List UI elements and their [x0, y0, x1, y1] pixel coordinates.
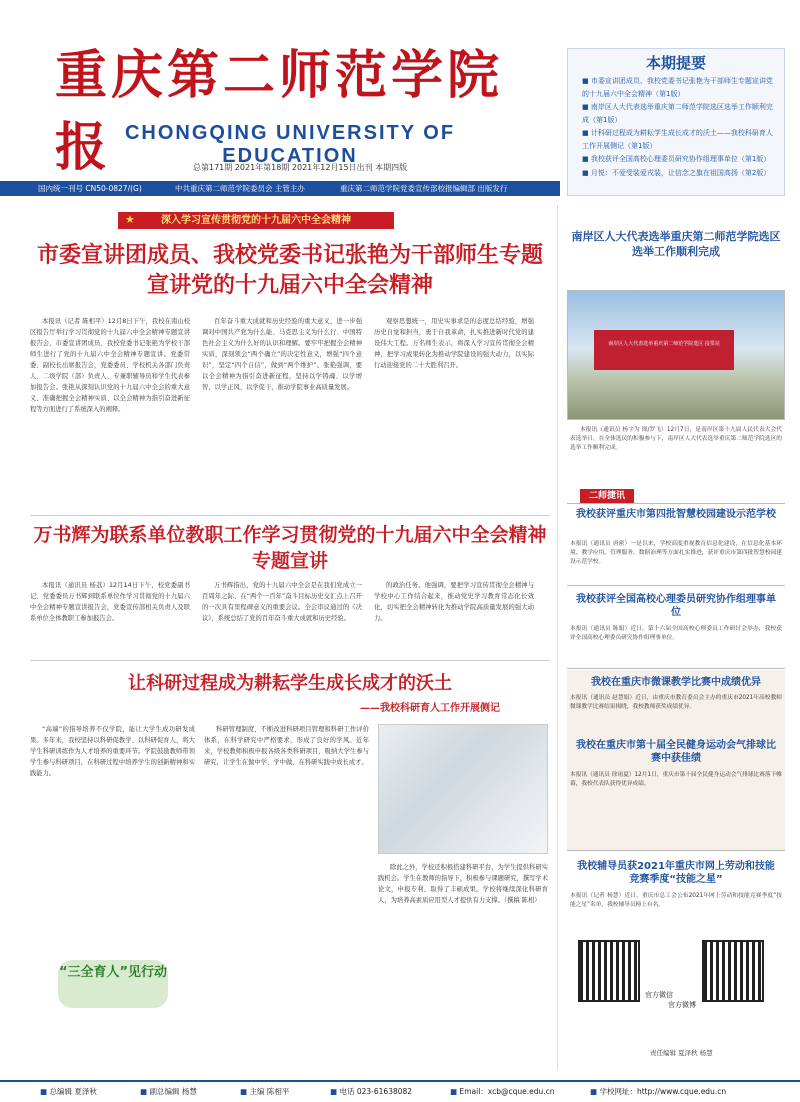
footer-bar	[0, 1080, 800, 1102]
summary-item[interactable]: ■ 计科研过程成为耕耘学生成长成才的沃土——我校科研育人工作开展侧记（第1版）	[582, 127, 778, 152]
publisher-text: 重庆第二师范学院党委宣传部校报编辑部 出版发行	[340, 184, 508, 193]
masthead-title: 重庆第二师范学院报	[55, 45, 504, 178]
news-title[interactable]: 我校获评重庆市第四批智慧校园建设示范学校	[576, 509, 776, 520]
divider	[30, 660, 550, 661]
article1-headline[interactable]: 市委宣讲团成员、我校党委书记张艳为干部师生专题宣讲党的十九届六中全会精神	[36, 242, 543, 298]
sponsor-text: 中共重庆第二师范学院委员会 主管主办	[175, 184, 305, 193]
article1-col1: 本报讯（记者 陈相平）12月8日下午，我校在南山校区报告厅举行学习贯彻党的十九届六中全会精神专题宣讲报告会，市委宣讲团成员、我校党委书记张艳为学校干部师生进行了党的十九届六中全会精神专题宣讲。党委常委、副校长出席报告会，党委委员、学校机关各部门负责人、二级学院（部）负责人、专兼职辅导员和学生代表参加报告会。张艳从深刻认识党的十九届六中全会的重大意义、准确把握全会精神实质、以全会精神为指引奋进新征程等方面进行了系统深入的阐释。	[30, 318, 190, 413]
footer-item: ■ 副总编辑 杨慧	[140, 1086, 197, 1097]
divider	[567, 850, 785, 851]
article3-col2: 科研管理制度，不断改进科研项目管理和科研工作评价体系，在科学研究中严格要求，形成了良好的学风。近年来，学校教师积极申报各级各类科研项目，吸纳大学生参与研究，让学生在做中学、学中做，在科研实践中成长成才。	[204, 726, 369, 766]
article3-col3: 除此之外，学校还积极搭建科研平台，为学生提供科研实践机会。学生在教师的指导下，积极参与课题研究，撰写学术论文，申报专利，取得了丰硕成果。学校将继续深化科研育人，为培养高素质应用型人才提供有力支撑。（撰稿 陈相）	[378, 864, 548, 904]
party-emblem-icon: ★	[125, 213, 135, 226]
article1-col3: 观察思想统一，用史实事求是的态度总结经验，增强历史自觉和担当，勇于自我革命，扎实推进新时代党的建设伟大工程。万名师生表示，将深入学习宣传贯彻全会精神，把学习成果转化为推动学院建设的强大动力，以实际行动迎接党的二十大胜利召开。	[374, 318, 534, 369]
election-body: 本报讯（通讯员 杨宇为 图/罗飞）12月7日，是南岸区第十九届人民代表大会代表选举日，在全体选民的积极参与下，南岸区人大代表选举重庆第二师范学院选区的选举工作顺利完成。	[570, 427, 782, 451]
summary-item[interactable]: ■ 我校获评全国高校心理委员研究协作组理事单位（第1版）	[582, 153, 778, 166]
news-body: 本报讯（通讯员 赵慧娟）近日，由重庆市教育委员会主办的重庆市2021年高校教师微课教学比赛结果揭晓，我校教师获奖成绩优异。	[570, 695, 782, 710]
news-body: 本报讯（记者 杨慧）近日，重庆市总工会公布2021年网上劳动和技能竞赛季度“技能之星”名单，我校辅导员榜上有名。	[570, 893, 782, 908]
column-rule	[557, 205, 558, 1070]
footer-item[interactable]: ■ 学校网址：http://www.cque.edu.cn	[590, 1086, 726, 1097]
issue-line: 总第171期 2021年第18期 2021年12月15日出刊 本期四版	[193, 163, 408, 172]
slogan-badge: “三全育人”见行动	[58, 960, 168, 1008]
qr-label: 官方微信	[645, 991, 673, 999]
news-title[interactable]: 我校辅导员获2021年重庆市网上劳动和技能竞赛季度“技能之星”	[577, 861, 775, 885]
article2-headline[interactable]: 万书辉为联系单位教职工作学习贯彻党的十九届六中全会精神专题宣讲	[33, 524, 547, 572]
footer-item: ■ 主编 陈相平	[240, 1086, 289, 1097]
summary-item[interactable]: ■ 月悦：不爱受装爱戎装，让信念之旗在祖国高扬（第2版）	[582, 167, 778, 180]
news-body: 本报讯（通讯员 徐雨夏）12月1日，重庆市第十届全民健身运动会气排球比赛落下帷幕，我校代表队获得优异成绩。	[570, 772, 782, 787]
wechat-qr-code[interactable]	[578, 940, 640, 1002]
election-sign: 南岸区人大代表选举重庆第二师范学院选区 投票站	[594, 330, 734, 370]
news-title[interactable]: 我校在重庆市微课教学比赛中成绩优异	[591, 677, 761, 688]
election-headline[interactable]: 南岸区人大代表选举重庆第二师范学院选区选举工作顺利完成	[571, 230, 781, 258]
article3-headline[interactable]: 让科研过程成为耕耘学生成长成才的沃土	[128, 673, 452, 694]
info-bar	[0, 181, 560, 196]
article2-col1: 本报讯（通讯员 杨荔）12月14日下午，校党委副书记、党委委员万书辉到联系单位作学习贯彻党的十九届六中全会精神专题宣讲报告会，党委宣传部相关负责人及联系单位全体教职工参加报告会。	[30, 582, 190, 622]
publication-code: 国内统一刊号 CN50-0827/(G)	[38, 184, 142, 193]
article3-col1: “高端”的指导培养不仅学院，能让大学生成功研发成果。多年来，我校坚持以科研促教学、以科研促育人，将大学生科研训练作为人才培养的重要环节。学院鼓励教师带领学生参与科研项目，在科研过程中培养学生的创新精神和实践能力。	[30, 726, 195, 777]
weibo-qr-code[interactable]	[702, 940, 764, 1002]
article2-col2: 万书辉指出，党的十九届六中全会是在我们党成立一百周年之际、在“两个一百年”奋斗目标历史交汇点上召开的一次具有里程碑意义的重要会议。全会审议通过的《决议》，系统总结了党的百年奋斗重大成就和历史经验。	[202, 582, 362, 622]
summary-item[interactable]: ■ 市委宣讲团成员、我校党委书记张艳为干部师生专题宣讲党的十九届六中全会精神（第1版）	[582, 75, 778, 100]
news-title[interactable]: 我校在重庆市第十届全民健身运动会气排球比赛中获佳绩	[576, 740, 776, 764]
topic-banner: 深入学习宣传贯彻党的十九届六中全会精神	[118, 212, 394, 229]
article3-subhead: ——我校科研育人工作开展侧记	[360, 703, 500, 714]
footer-item[interactable]: ■ Email：xcb@cque.edu.cn	[450, 1086, 555, 1097]
summary-title: 本期提要	[645, 54, 706, 72]
divider	[30, 515, 550, 516]
footer-item: ■ 总编辑 夏泽秋	[40, 1086, 97, 1097]
news-body: 本报讯（通讯员 陈娟）近日，第十六届全国高校心理委员工作研讨会举办，我校获评全国高校心理委员研究协作组理事单位。	[570, 626, 782, 641]
summary-item[interactable]: ■ 南岸区人大代表选举重庆第二师范学院选区选举工作顺利完成（第1版）	[582, 101, 778, 126]
article1-col2: 百年奋斗重大成就和历史经验的重大意义，进一步强调对中国共产党为什么能、马克思主义为什么行、中国特色社会主义为什么好的认识和理解。要牢牢把握全会精神实质，深刻领会“两个确立”的决定性意义，增强“四个意识”，坚定“四个自信”，做到“两个维护”。张艳强调，要以全会精神为指引奋进新征程，坚持以学铸魂、以学增智、以学正风、以学促干，推动学院事业高质量发展。	[202, 318, 362, 391]
news-body: 本报讯（通讯员 唐密）一是以来，学校高度重视教育信息化建设，在信息化基本环境、教学应用、管理服务、数据治理等方面扎实推进，获评重庆市第四批智慧校园建设示范学校。	[570, 541, 782, 565]
news-section-tag: 二师捷讯	[580, 489, 634, 503]
editor-credit: 责任编辑 夏泽秋 杨慧	[650, 1049, 713, 1057]
divider	[567, 503, 785, 504]
qr-label: 官方微博	[668, 1001, 696, 1009]
lab-photo	[378, 724, 548, 854]
divider	[567, 585, 785, 586]
news-title[interactable]: 我校获评全国高校心理委员研究协作组理事单位	[576, 594, 776, 618]
article2-col3: 的政治任务。他强调，要把学习宣传贯彻全会精神与学校中心工作结合起来，推动党史学习教育常态化长效化，切实把全会精神转化为推动学院高质量发展的强大动力。	[374, 582, 534, 622]
masthead-english-name: CHONGQING UNIVERSITY OF EDUCATION	[124, 122, 456, 167]
footer-item: ■ 电话 023-61638082	[330, 1086, 412, 1097]
divider	[567, 668, 785, 669]
